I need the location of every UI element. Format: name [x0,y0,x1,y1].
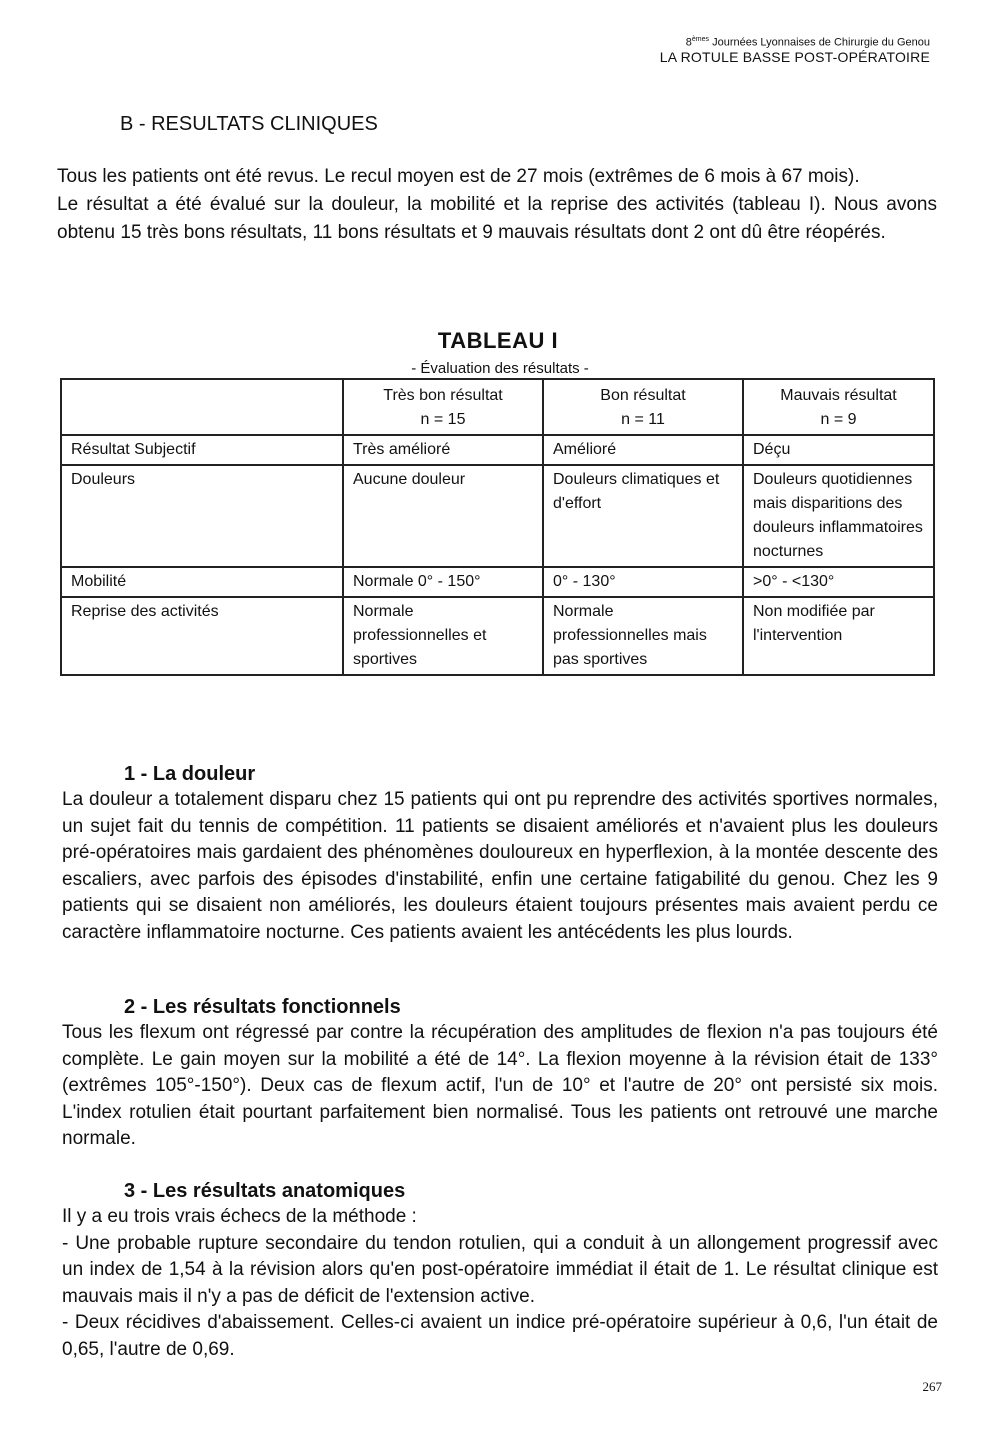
chapter-title: LA ROTULE BASSE POST-OPÉRATOIRE [659,49,930,66]
row-label: Reprise des activités [61,597,343,675]
row-label: Résultat Subjectif [61,435,343,465]
section-intro: Il y a eu trois vrais échecs de la méthode : [62,1206,417,1227]
section-heading: 2 - Les résultats fonctionnels [124,996,401,1018]
section-resultats-fonctionnels [62,994,938,1153]
table-cell: Douleurs climatiques et d'effort [543,465,743,567]
table-header-row [61,379,934,435]
intro-paragraph-1: Tous les patients ont été revus. Le recul moyen est de 27 mois (extrêmes de 6 mois à 67 mois). [57,166,860,187]
table-row [61,567,934,597]
column-header: Bon résultat n = 11 [543,379,743,435]
section-heading: 1 - La douleur [124,763,256,785]
table-cell: Non modifiée par l'intervention [743,597,934,675]
intro-paragraph-2: Le résultat a été évalué sur la douleur, la mobilité et la reprise des activités (tableau I). Nous avons obtenu 15 très bons résultats, 11 bons résultats et 9 mauvais résultats dont 2 ont dû être réopérés. [57,194,937,243]
running-header [660,36,930,65]
section-title: B - RESULTATS CLINIQUES [120,113,378,135]
row-label: Mobilité [61,567,343,597]
table-row [61,465,934,567]
table-subtitle: - Évaluation des résultats - [411,360,589,377]
results-table [60,378,935,676]
table-cell: Normale 0° - 150° [343,567,543,597]
conference-name [660,36,930,49]
list-item: - Une probable rupture secondaire du tendon rotulien, qui a conduit à un allongement progressif avec un index de 1,54 à la révision alors qu'en post-opératoire immédiat il était de 1. Le résultat clinique est mauvais mais il n'y a pas de déficit de l'extension active. [62,1232,938,1307]
table-cell: Déçu [743,435,934,465]
table-row [61,435,934,465]
section-body: La douleur a totalement disparu chez 15 patients qui ont pu reprendre des activités sportives normales, un sujet fait du tennis de compétition. 11 patients se disaient améliorés et n'avaient plus les douleurs pré-opératoires mais gardaient des phénomènes douloureux en hyperflexion, à la montée descente des escaliers, avec parfois des épisodes d'instabilité, enfin une certaine fatigabilité du genou. Chez les 9 patients qui se disaient non améliorés, les douleurs étaient toujours présentes mais avaient perdu ce caractère inflammatoire nocturne. Ces patients avaient les antécédents les plus lourds. [62,789,938,943]
table-cell: >0° - <130° [743,567,934,597]
table-corner-cell [61,379,343,435]
list-item: - Deux récidives d'abaissement. Celles-ci avaient un indice pré-opératoire supérieur à 0,6, l'un était de 0,65, l'autre de 0,69. [62,1312,938,1360]
section-resultats-anatomiques [62,1178,938,1363]
section-body: Tous les flexum ont régressé par contre la récupération des amplitudes de flexion n'a pas toujours été complète. Le gain moyen sur la mobilité a été de 14°. La flexion moyenne à la révision était de 133° (extrêmes 105°-150°). Deux cas de flexum actif, l'un de 10° et l'autre de 20° ont persisté six mois. L'index rotulien était pourtant parfaitement bien normalisé. Tous les patients ont retrouvé une marche normale. [62,1022,938,1149]
table-row [61,597,934,675]
table-cell: Amélioré [543,435,743,465]
table-cell: Douleurs quotidiennes mais disparitions des douleurs inflammatoires nocturnes [743,465,934,567]
row-label: Douleurs [61,465,343,567]
table-cell: Très amélioré [343,435,543,465]
edition-number: 8 [685,36,692,49]
intro-text [57,163,937,247]
edition-suffix: èmes [691,36,710,43]
table-cell: Normale professionnelles mais pas sportives [543,597,743,675]
table-cell: 0° - 130° [543,567,743,597]
table-cell: Normale professionnelles et sportives [343,597,543,675]
section-douleur [62,761,938,946]
table-title: TABLEAU I [437,328,559,353]
table-cell: Aucune douleur [343,465,543,567]
column-header: Très bon résultat n = 15 [343,379,543,435]
section-heading: 3 - Les résultats anatomiques [124,1180,406,1202]
column-header: Mauvais résultat n = 9 [743,379,934,435]
page-number: 267 [922,1379,942,1394]
conference-title: Journées Lyonnaises de Chirurgie du Genou [709,36,930,49]
